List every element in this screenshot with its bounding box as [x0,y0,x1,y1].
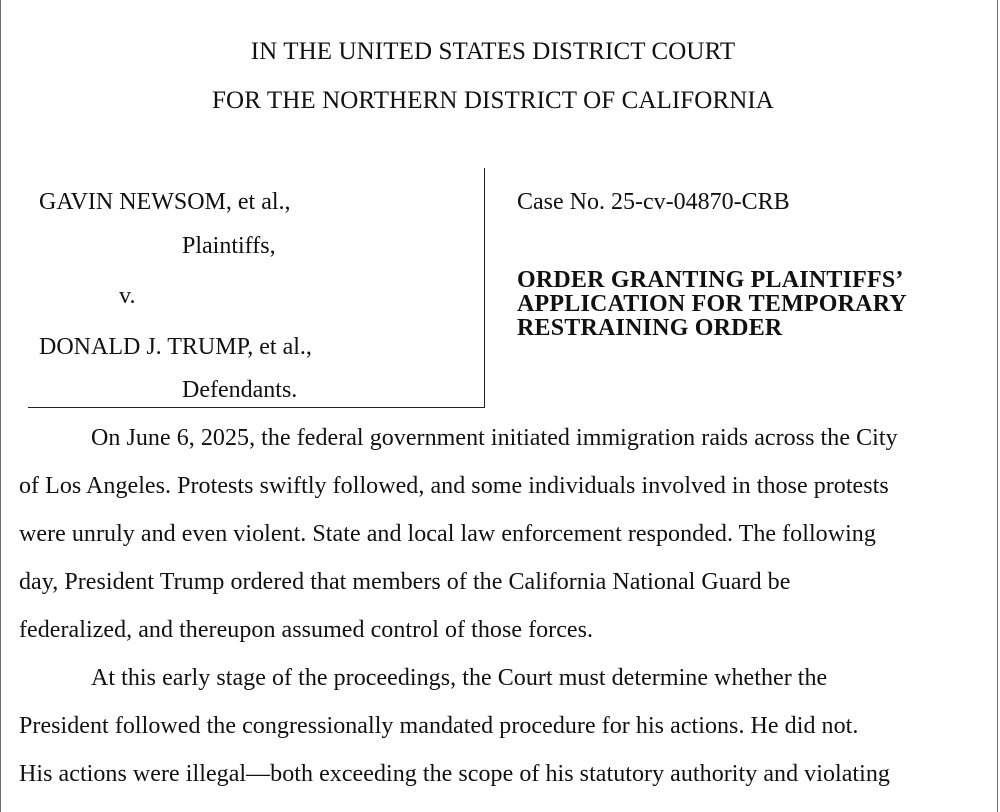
defendant-role: Defendants. [182,377,298,403]
plaintiff-name: GAVIN NEWSOM, et al., [39,189,291,215]
versus-label: v. [119,283,136,309]
caption-vertical-rule [484,168,485,408]
body-text-line: His actions were illegal—both exceeding the scope of his statutory authority and violating [19,761,890,787]
defendant-name: DONALD J. TRUMP, et al., [39,334,312,360]
body-text-line: of Los Angeles. Protests swiftly followed, and some individuals involved in those protests [19,473,889,499]
body-text-line: President followed the congressionally mandated procedure for his actions. He did not. [19,713,859,739]
caption-horizontal-rule [28,407,485,408]
order-title-line: ORDER GRANTING PLAINTIFFS’ [517,267,904,293]
case-number: Case No. 25-cv-04870-CRB [517,189,790,215]
body-text-line: day, President Trump ordered that members of the California National Guard be [19,569,791,595]
order-title [517,268,977,340]
body-text-line: federalized, and thereupon assumed control of those forces. [19,617,594,643]
order-title-line: APPLICATION FOR TEMPORARY [517,291,907,317]
plaintiff-role: Plaintiffs, [182,233,276,259]
court-heading-line-2: FOR THE NORTHERN DISTRICT OF CALIFORNIA [212,87,774,114]
body-text-line: On June 6, 2025, the federal government initiated immigration raids across the City [91,425,898,451]
body-text-line: At this early stage of the proceedings, the Court must determine whether the [91,665,828,691]
court-heading-line-1: IN THE UNITED STATES DISTRICT COURT [250,38,736,65]
body-text-line: were unruly and even violent. State and local law enforcement responded. The following [19,521,876,547]
order-title-line: RESTRAINING ORDER [517,315,783,341]
